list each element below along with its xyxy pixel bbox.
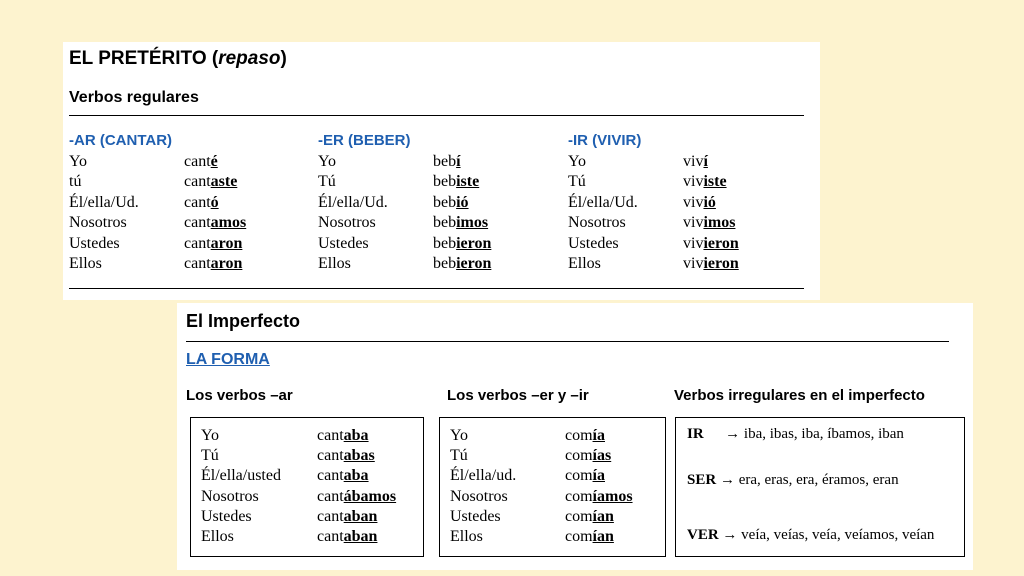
verb-ending: ía [592,467,605,485]
verb-stem: cant [317,487,344,505]
verb-ending: ieron [456,234,492,252]
verb-ending: ieron [456,255,492,272]
arrow-icon: → [722,527,738,543]
pronoun: Nosotros [318,214,376,232]
verb-stem: beb [433,214,457,232]
verb-ending: aron [210,255,243,272]
verb-form [433,152,461,172]
verb-stem: cant [184,255,211,272]
preterito-title-main: EL PRETÉRITO ( [69,48,219,69]
pronoun: Ellos [568,255,601,272]
verb-form [184,193,219,213]
verb-stem: cant [317,528,344,545]
verb-stem: com [565,507,593,525]
verb-form [317,527,377,547]
pronoun: Yo [318,153,336,170]
verb-ending: í [703,153,708,170]
verb-stem: beb [433,173,457,191]
verb-form [433,193,469,213]
verb-form [433,172,479,192]
irregular-ver-verb: VER [687,527,719,543]
irregular-ir-verb: IR [687,426,704,442]
preterito-col-ir-header: -IR (VIVIR) [568,132,642,149]
verb-form [433,213,488,233]
verb-form [683,193,716,213]
verb-form [317,487,396,507]
erir-heading: Los verbos –er y –ir [447,387,589,404]
verb-stem: cant [317,467,344,485]
pronoun: Ustedes [69,234,120,252]
verb-ending: iste [703,173,727,191]
pronoun: Tú [201,447,219,465]
preterito-col-ar-header: -AR (CANTAR) [69,132,173,149]
verb-ending: ió [456,193,469,211]
verb-form [433,254,491,274]
verb-form [184,172,237,192]
verb-stem: cant [184,214,211,232]
verb-form [184,234,242,254]
pronoun: Ellos [450,528,483,545]
verb-form [683,254,739,274]
verb-form [565,527,614,547]
verb-stem: beb [433,255,457,272]
irregular-ir-forms: iba, ibas, iba, íbamos, iban [743,426,904,442]
verb-stem: com [565,427,593,444]
verb-form [184,213,246,233]
verb-ending: ó [210,193,219,211]
pronoun: Él/ella/usted [201,467,281,485]
verb-ending: aron [210,234,243,252]
preterito-card [63,42,820,300]
verb-stem: viv [683,255,704,272]
verb-ending: ía [592,427,605,444]
pronoun: Tú [318,173,336,191]
verb-form [683,213,735,233]
verb-ending: ían [592,507,614,525]
irregular-heading: Verbos irregulares en el imperfecto [674,387,925,404]
preterito-title-italic: repaso [218,48,281,69]
pronoun: Ustedes [568,234,619,252]
pronoun: Ustedes [201,507,252,525]
preterito-title-close: ) [280,48,287,69]
imperfecto-card [177,303,973,570]
verb-ending: ábamos [343,487,397,505]
verb-stem: viv [683,193,704,211]
verb-ending: ieron [703,255,739,272]
verb-stem: beb [433,234,457,252]
pronoun: Nosotros [69,214,127,232]
verb-stem: com [565,487,593,505]
verb-ending: aban [343,528,378,545]
verb-stem: cant [317,507,344,525]
ar-heading: Los verbos –ar [186,387,293,404]
verb-stem: cant [184,153,211,170]
verb-stem: com [565,467,593,485]
verb-form [184,152,218,172]
verb-ending: aban [343,507,378,525]
preterito-col-er-header: -ER (BEBER) [318,132,411,149]
verb-stem: beb [433,193,457,211]
verb-ending: ió [703,193,716,211]
irregular-ir [687,426,904,443]
verb-ending: imos [703,214,736,232]
pronoun: Tú [450,447,468,465]
verb-form [317,466,369,486]
irregular-ser [687,472,899,489]
pronoun: Yo [69,153,87,170]
verb-stem: viv [683,234,704,252]
preterito-divider-top [69,115,804,116]
verb-form [565,446,611,466]
pronoun: Ustedes [450,507,501,525]
verb-ending: aste [210,173,238,191]
pronoun: Yo [201,427,219,444]
verb-stem: cant [317,427,344,444]
verb-ending: ías [592,447,612,465]
verb-stem: com [565,528,593,545]
verb-ending: ían [592,528,614,545]
pronoun: Yo [450,427,468,444]
pronoun: tú [69,173,82,191]
preterito-divider-bottom [69,288,804,289]
preterito-title [69,48,287,70]
pronoun: Nosotros [568,214,626,232]
imperfecto-title: El Imperfecto [186,311,301,331]
verb-form [683,234,739,254]
pronoun: Nosotros [201,487,259,505]
verb-form [565,426,605,446]
pronoun: Él/ella/Ud. [568,193,638,211]
arrow-icon: → [719,472,735,488]
verb-stem: beb [433,153,457,170]
verb-form [565,487,633,507]
irregular-ver-forms: veía, veías, veía, veíamos, veían [741,527,935,543]
verb-form [565,466,605,486]
verb-ending: aba [343,467,369,485]
pronoun: Nosotros [450,487,508,505]
verb-stem: viv [683,214,704,232]
irregular-ver [687,527,934,544]
verb-stem: viv [683,153,704,170]
verb-stem: cant [184,234,211,252]
verb-stem: com [565,447,593,465]
pronoun: Ellos [69,255,102,272]
verb-ending: íamos [592,487,633,505]
arrow-icon: → [725,426,741,442]
verb-ending: é [210,153,218,170]
imperfecto-divider [186,341,949,342]
la-forma-link[interactable]: LA FORMA [186,351,270,368]
verb-form [317,446,375,466]
verb-stem: cant [184,173,211,191]
verb-ending: aba [343,427,369,444]
verb-form [565,507,614,527]
irregular-ser-verb: SER [687,472,717,488]
pronoun: Yo [568,153,586,170]
verb-ending: abas [343,447,375,465]
verb-ending: iste [456,173,480,191]
pronoun: Él/ella/Ud. [69,193,139,211]
verb-ending: imos [456,214,489,232]
verb-form [683,172,727,192]
irregular-ser-forms: era, eras, era, éramos, eran [738,472,899,488]
pronoun: Él/ella/Ud. [318,193,388,211]
verb-form [433,234,491,254]
verb-ending: í [456,153,461,170]
pronoun: Tú [568,173,586,191]
preterito-subtitle: Verbos regulares [69,89,199,106]
pronoun: Ellos [318,255,351,272]
verb-form [317,426,369,446]
verb-stem: viv [683,173,704,191]
verb-ending: amos [210,214,247,232]
pronoun: Ellos [201,528,234,545]
verb-stem: cant [184,193,211,211]
verb-ending: ieron [703,234,739,252]
pronoun: Ustedes [318,234,369,252]
verb-form [317,507,377,527]
verb-stem: cant [317,447,344,465]
pronoun: Él/ella/ud. [450,467,517,485]
verb-form [683,152,708,172]
verb-form [184,254,242,274]
